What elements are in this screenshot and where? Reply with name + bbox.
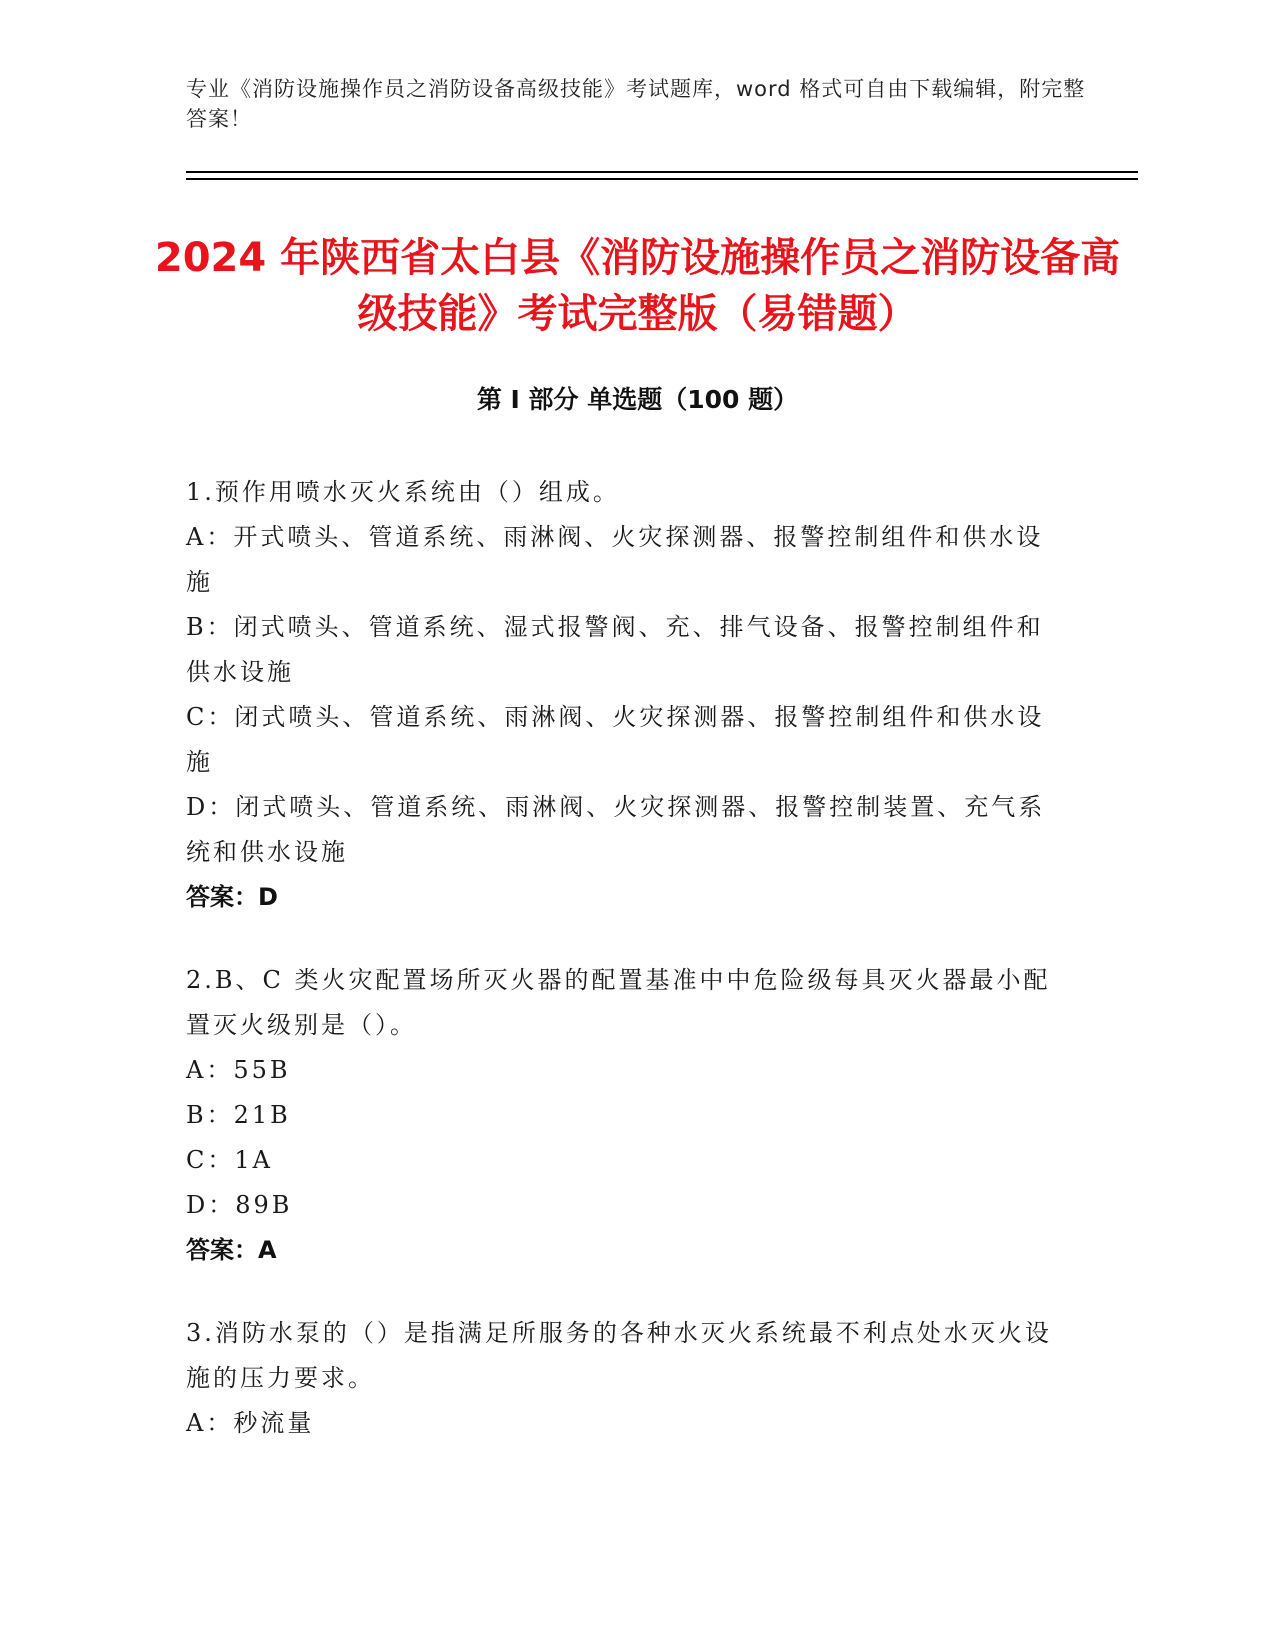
option-a: A：55B xyxy=(186,1056,291,1084)
question-stem: 3.消防水泵的（）是指满足所服务的各种水灭火系统最不利点处水灭火设施的压力要求。 xyxy=(186,1319,1052,1392)
answer-line: 答案：A xyxy=(186,1236,277,1264)
header-rule-thin xyxy=(186,171,1138,173)
option-a: A：开式喷头、管道系统、雨淋阀、火灾探测器、报警控制组件和供水设施 xyxy=(186,523,1044,596)
question-1 xyxy=(186,470,1066,920)
question-3 xyxy=(186,1311,1066,1446)
question-stem: 1.预作用喷水灭火系统由（）组成。 xyxy=(186,478,620,506)
option-d: D：89B xyxy=(186,1191,293,1219)
header-note: 专业《消防设施操作员之消防设备高级技能》考试题库，word 格式可自由下载编辑，附完整答案！ xyxy=(186,77,1086,131)
section-heading: 第 I 部分 单选题（100 题） xyxy=(476,385,799,414)
option-b: B：闭式喷头、管道系统、湿式报警阀、充、排气设备、报警控制组件和供水设施 xyxy=(186,613,1044,686)
option-c: C：闭式喷头、管道系统、雨淋阀、火灾探测器、报警控制组件和供水设施 xyxy=(186,703,1045,776)
question-stem: 2.B、C 类火灾配置场所灭火器的配置基准中中危险级每具灭火器最小配置灭火级别是（）。 xyxy=(186,966,1051,1039)
option-b: B：21B xyxy=(186,1101,291,1129)
document-title: 2024 年陕西省太白县《消防设施操作员之消防设备高级技能》考试完整版（易错题） xyxy=(154,235,1121,337)
answer-line: 答案：D xyxy=(186,883,278,911)
option-d: D：闭式喷头、管道系统、雨淋阀、火灾探测器、报警控制装置、充气系统和供水设施 xyxy=(186,793,1046,866)
option-a: A：秒流量 xyxy=(186,1409,315,1437)
question-2 xyxy=(186,958,1066,1273)
option-c: C：1A xyxy=(186,1146,273,1174)
header-rule-thick xyxy=(186,178,1138,180)
question-list xyxy=(186,470,1066,1484)
